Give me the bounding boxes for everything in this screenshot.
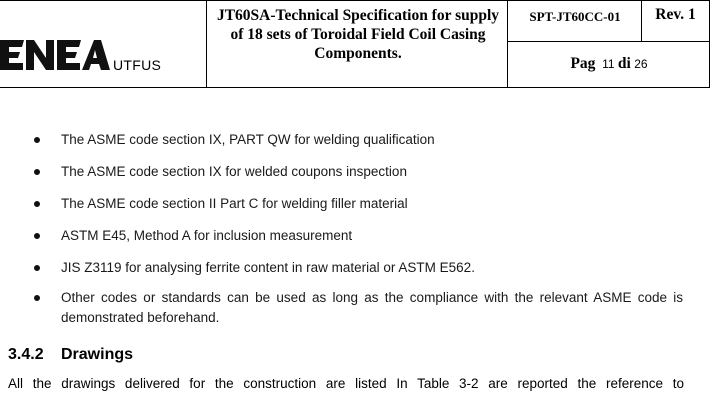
header-divider-rev: [641, 0, 642, 42]
revision-label: Rev. 1: [655, 6, 696, 23]
document-number: SPT-JT60CC-01: [529, 9, 621, 24]
section-title: Drawings: [61, 346, 134, 363]
header-divider-right: [507, 0, 508, 88]
section-heading: [8, 346, 133, 364]
document-header: [0, 0, 710, 88]
header-divider-left: [206, 0, 207, 88]
header-bottom-border: [0, 87, 710, 88]
document-title: JT60SA-Technical Specification for supply of 18 sets of Toroidal Field Coil Casing Components.: [216, 7, 500, 62]
org-label: UTFUS: [113, 57, 162, 73]
list-item-text: The ASME code section IX for welded coupons inspection: [61, 164, 407, 179]
page-total: 26: [634, 57, 648, 71]
bullet-icon: [34, 265, 40, 271]
bullet-icon: [34, 169, 40, 175]
bullet-icon: [34, 137, 40, 143]
body-paragraph: All the drawings delivered for the construction are listed In Table 3-2 are reported the reference to: [8, 376, 684, 391]
list-item-text: JIS Z3119 for analysing ferrite content in raw material or ASTM E562.: [61, 260, 475, 275]
bullet-icon: [34, 295, 40, 301]
bullet-icon: [34, 201, 40, 207]
list-item-text: The ASME code section II Part C for welding filler material: [61, 196, 408, 211]
bullet-icon: [34, 233, 40, 239]
section-number: 3.4.2: [8, 346, 44, 363]
list-item-text: The ASME code section IX, PART QW for welding qualification: [61, 132, 435, 147]
list-item-text: Other codes or standards can be used as long as the compliance with the relevant ASME code is demonstrated beforehand.: [61, 290, 683, 325]
page-current: 11: [602, 57, 615, 71]
header-mid-border: [507, 41, 710, 42]
page-indicator: [510, 55, 708, 73]
list-item-text: ASTM E45, Method A for inclusion measurement: [61, 228, 353, 243]
enea-logo-icon: [0, 38, 110, 72]
header-top-border: [0, 0, 710, 1]
page-label: Pag: [570, 55, 596, 72]
page-of-label: di: [617, 55, 631, 72]
